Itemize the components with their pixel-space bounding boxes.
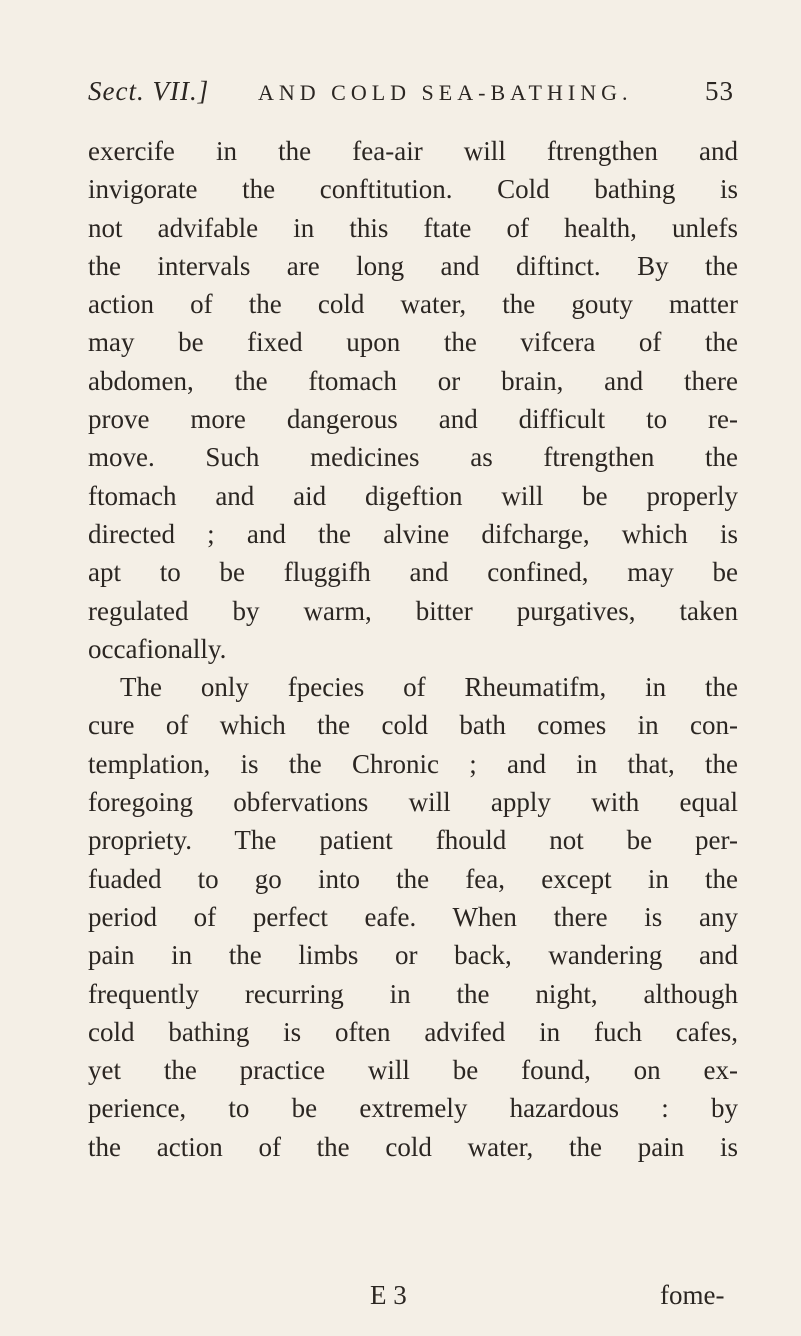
text-line: cold bathing is often advifed in fuch cafes, bbox=[88, 1016, 738, 1047]
section-label: Sect. VII.] bbox=[88, 76, 210, 106]
text-line: templation, is the Chronic ; and in that, the bbox=[88, 748, 738, 779]
text-line: yet the practice will be found, on ex- bbox=[88, 1055, 738, 1086]
text-line: invigorate the conftitution. Cold bathing is bbox=[88, 174, 738, 205]
text-line: not advifable in this ftate of health, unlefs bbox=[88, 212, 738, 243]
text-line: prove more dangerous and difficult to re- bbox=[88, 404, 738, 435]
text-line: cure of which the cold bath comes in con- bbox=[88, 710, 738, 741]
text-line: regulated by warm, bitter purgatives, taken bbox=[88, 595, 738, 626]
text-line: fuaded to go into the fea, except in the bbox=[88, 863, 738, 894]
running-header bbox=[88, 76, 734, 116]
text-line: the intervals are long and diftinct. By the bbox=[88, 250, 738, 281]
text-line: pain in the limbs or back, wandering and bbox=[88, 940, 738, 971]
text-line: The only fpecies of Rheumatifm, in the bbox=[120, 672, 738, 703]
text-line: exercife in the fea-air will ftrengthen and bbox=[88, 136, 738, 166]
text-line: foregoing obfervations will apply with equal bbox=[88, 787, 738, 818]
text-line: period of perfect eafe. When there is any bbox=[88, 901, 738, 932]
text-line: ftomach and aid digeftion will be properly bbox=[88, 480, 738, 511]
page-number: 53 bbox=[705, 76, 734, 106]
text-line: abdomen, the ftomach or brain, and there bbox=[88, 365, 738, 396]
text-line: action of the cold water, the gouty matter bbox=[88, 289, 738, 320]
text-line: frequently recurring in the night, although bbox=[88, 978, 738, 1009]
body-text bbox=[88, 132, 738, 1166]
text-line: the action of the cold water, the pain is bbox=[88, 1131, 738, 1162]
text-line: directed ; and the alvine difcharge, which is bbox=[88, 518, 738, 549]
text-line: apt to be fluggifh and confined, may be bbox=[88, 557, 738, 588]
text-line: move. Such medicines as ftrengthen the bbox=[88, 442, 738, 473]
text-line: perience, to be extremely hazardous : by bbox=[88, 1093, 738, 1124]
text-line: occafionally. bbox=[88, 633, 227, 664]
catchword: fome- bbox=[660, 1280, 725, 1310]
signature-mark: E 3 bbox=[370, 1280, 407, 1310]
running-title: AND COLD SEA-BATHING. bbox=[258, 80, 633, 105]
text-line: propriety. The patient fhould not be per- bbox=[88, 825, 738, 856]
text-line: may be fixed upon the vifcera of the bbox=[88, 327, 738, 358]
